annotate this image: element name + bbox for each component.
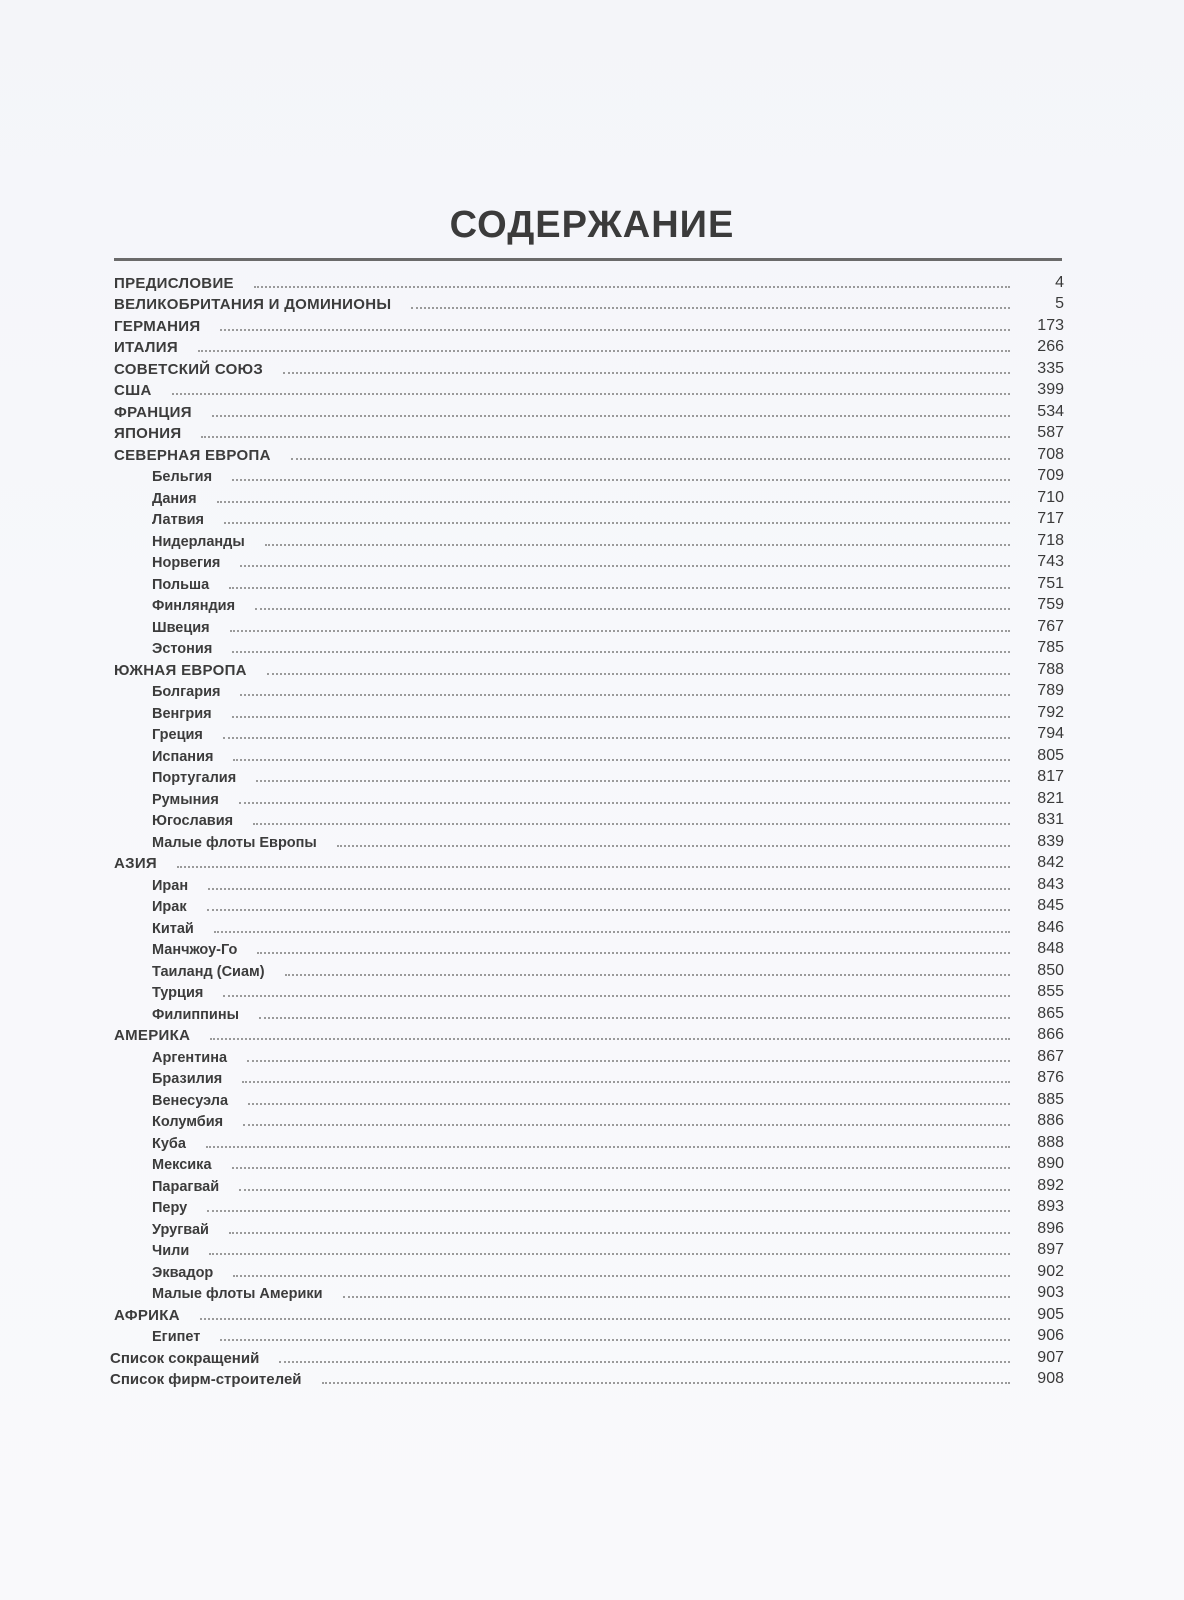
toc-entry-label: Швеция (152, 619, 210, 636)
toc-entry-label: Венесуэла (152, 1092, 229, 1109)
dot-leader (255, 608, 1010, 610)
toc-entry-page-number: 4 (1055, 273, 1064, 291)
toc-entry-label: ГЕРМАНИЯ (114, 317, 201, 335)
toc-entry-label: Парагвай (152, 1178, 220, 1195)
toc-entry-page-number: 5 (1055, 295, 1064, 312)
dot-leader (209, 1253, 1010, 1255)
toc-entry-page-number: 751 (1037, 574, 1064, 592)
toc-entry-label: ИТАЛИЯ (114, 339, 178, 356)
toc-entry (110, 636, 1066, 658)
toc-entry-page-number: 845 (1037, 897, 1064, 914)
toc-entry-page-number: 890 (1037, 1155, 1064, 1172)
toc-entry-label: Ирак (152, 899, 187, 915)
toc-entry-page-number: 906 (1037, 1327, 1064, 1344)
toc-entry-label: Турция (152, 985, 204, 1001)
toc-entry-page-number: 876 (1037, 1069, 1064, 1086)
toc-entry-page-number: 855 (1037, 983, 1064, 1000)
toc-entry-page-number: 892 (1037, 1176, 1064, 1194)
dot-leader (265, 544, 1010, 546)
dot-leader (232, 1167, 1010, 1169)
dot-leader (212, 415, 1010, 417)
toc-entry-label: Малые флоты Европы (152, 834, 317, 851)
toc-entry-label: Чили (152, 1243, 190, 1259)
dot-leader (233, 1275, 1010, 1277)
toc-entry (110, 571, 1066, 593)
toc-entry (110, 313, 1066, 335)
toc-entry-page-number: 789 (1037, 682, 1064, 699)
toc-entry (110, 378, 1066, 400)
toc-entry-page-number: 839 (1037, 832, 1064, 850)
toc-entry-page-number: 865 (1037, 1004, 1064, 1022)
dot-leader (223, 737, 1010, 739)
toc-entry (110, 980, 1066, 1002)
toc-entry-label: Список фирм-строителей (110, 1371, 302, 1388)
dot-leader (267, 673, 1010, 675)
toc-entry-page-number: 817 (1037, 768, 1064, 785)
table-of-contents (110, 270, 1066, 1388)
toc-entry (110, 593, 1066, 615)
toc-entry (110, 958, 1066, 980)
toc-entry-label: Иран (152, 877, 189, 894)
dot-leader (239, 1189, 1010, 1191)
toc-entry-label: Китай (152, 920, 194, 937)
dot-leader (201, 436, 1010, 438)
dot-leader (240, 694, 1010, 696)
dot-leader (411, 307, 1010, 309)
toc-entry (110, 1367, 1066, 1389)
dot-leader (291, 458, 1010, 460)
toc-entry-page-number: 767 (1037, 617, 1064, 635)
dot-leader (247, 1060, 1010, 1062)
toc-entry-page-number: 534 (1037, 402, 1064, 420)
toc-entry (110, 657, 1066, 679)
toc-entry-label: Дания (152, 490, 197, 507)
toc-entry (110, 1195, 1066, 1217)
dot-leader (229, 1232, 1010, 1234)
toc-entry (110, 1324, 1066, 1346)
toc-entry (110, 1216, 1066, 1238)
toc-entry (110, 851, 1066, 873)
toc-entry-page-number: 717 (1037, 510, 1064, 527)
dot-leader (337, 845, 1010, 847)
toc-entry-page-number: 266 (1037, 338, 1064, 355)
dot-leader (198, 350, 1010, 352)
toc-entry (110, 1001, 1066, 1023)
toc-entry (110, 292, 1066, 314)
toc-entry-page-number: 843 (1037, 875, 1064, 893)
toc-entry (110, 1345, 1066, 1367)
toc-entry-label: Уругвай (152, 1221, 209, 1238)
toc-entry (110, 1109, 1066, 1131)
toc-entry (110, 1023, 1066, 1045)
toc-entry-page-number: 709 (1037, 467, 1064, 484)
toc-entry-page-number: 897 (1037, 1241, 1064, 1258)
dot-leader (343, 1296, 1010, 1298)
toc-entry (110, 722, 1066, 744)
toc-entry-page-number: 908 (1037, 1370, 1064, 1387)
toc-entry (110, 1238, 1066, 1260)
dot-leader (217, 501, 1010, 503)
toc-entry (110, 399, 1066, 421)
dot-leader (283, 372, 1010, 374)
toc-entry-label: Египет (152, 1329, 201, 1345)
dot-leader (210, 1038, 1010, 1040)
dot-leader (206, 1146, 1010, 1148)
toc-entry (110, 700, 1066, 722)
toc-entry-page-number: 794 (1037, 725, 1064, 742)
toc-entry (110, 528, 1066, 550)
toc-entry (110, 1152, 1066, 1174)
toc-entry (110, 1066, 1066, 1088)
dot-leader (177, 866, 1010, 868)
toc-entry (110, 1173, 1066, 1195)
toc-entry-label: Латвия (152, 512, 204, 528)
toc-entry (110, 507, 1066, 529)
dot-leader (248, 1103, 1010, 1105)
page-title: СОДЕРЖАНИЕ (449, 204, 735, 246)
toc-entry-label: Болгария (152, 684, 221, 700)
toc-entry-page-number: 896 (1037, 1219, 1064, 1237)
toc-entry-label: Нидерланды (152, 533, 245, 550)
toc-entry-page-number: 888 (1037, 1133, 1064, 1151)
toc-entry-label: Таиланд (Сиам) (152, 963, 265, 980)
dot-leader (223, 995, 1010, 997)
dot-leader (239, 802, 1010, 804)
toc-entry-label: Греция (152, 727, 203, 743)
toc-entry-label: АФРИКА (114, 1306, 180, 1324)
dot-leader (207, 1210, 1010, 1212)
dot-leader (229, 587, 1010, 589)
toc-entry-page-number: 335 (1037, 359, 1064, 377)
toc-entry-label: Список сокращений (110, 1349, 260, 1367)
toc-entry-label: Финляндия (152, 598, 236, 614)
toc-entry-label: СОВЕТСКИЙ СОЮЗ (114, 360, 264, 378)
toc-entry (110, 786, 1066, 808)
dot-leader (214, 931, 1010, 933)
toc-entry (110, 1281, 1066, 1303)
toc-entry (110, 1302, 1066, 1324)
dot-leader (230, 630, 1010, 632)
toc-entry-page-number: 866 (1037, 1026, 1064, 1043)
dot-leader (200, 1318, 1010, 1320)
toc-entry (110, 829, 1066, 851)
toc-entry-label: СЕВЕРНАЯ ЕВРОПА (114, 446, 271, 464)
toc-entry (110, 915, 1066, 937)
dot-leader (233, 759, 1010, 761)
toc-entry-page-number: 885 (1037, 1090, 1064, 1108)
toc-entry (110, 937, 1066, 959)
toc-entry-label: Эквадор (152, 1264, 214, 1281)
toc-entry-label: ПРЕДИСЛОВИЕ (114, 274, 234, 292)
title-rule (114, 258, 1062, 261)
toc-entry (110, 421, 1066, 443)
toc-entry-page-number: 173 (1037, 316, 1064, 334)
toc-entry-label: Румыния (152, 791, 219, 808)
toc-entry-label: Бразилия (152, 1071, 223, 1087)
toc-entry-page-number: 792 (1037, 703, 1064, 721)
dot-leader (256, 780, 1010, 782)
toc-entry (110, 356, 1066, 378)
toc-entry (110, 442, 1066, 464)
dot-leader (253, 823, 1010, 825)
dot-leader (224, 522, 1010, 524)
toc-entry-page-number: 902 (1037, 1262, 1064, 1280)
toc-entry-page-number: 893 (1037, 1198, 1064, 1215)
toc-entry-label: Манчжоу-Го (152, 942, 238, 958)
toc-entry-label: Мексика (152, 1157, 212, 1173)
toc-entry-label: Малые флоты Америки (152, 1286, 323, 1302)
toc-entry-label: ЯПОНИЯ (114, 425, 182, 442)
toc-entry-page-number: 831 (1037, 811, 1064, 828)
dot-leader (259, 1017, 1010, 1019)
toc-entry (110, 872, 1066, 894)
dot-leader (232, 479, 1010, 481)
toc-entry-label: АМЕРИКА (114, 1027, 191, 1044)
toc-entry-page-number: 718 (1037, 531, 1064, 549)
dot-leader (257, 952, 1010, 954)
toc-entry-page-number: 788 (1037, 660, 1064, 678)
toc-entry-page-number: 867 (1037, 1047, 1064, 1065)
toc-entry (110, 464, 1066, 486)
toc-entry-page-number: 846 (1037, 918, 1064, 936)
toc-entry (110, 765, 1066, 787)
toc-entry (110, 808, 1066, 830)
dot-leader (232, 651, 1010, 653)
toc-entry-label: Аргентина (152, 1049, 228, 1066)
dot-leader (232, 716, 1010, 718)
toc-entry-page-number: 905 (1037, 1305, 1064, 1323)
toc-entry-label: ЮЖНАЯ ЕВРОПА (114, 661, 247, 679)
toc-entry-page-number: 587 (1037, 424, 1064, 441)
toc-entry-label: АЗИЯ (114, 855, 157, 872)
toc-entry-page-number: 759 (1037, 596, 1064, 613)
toc-entry (110, 894, 1066, 916)
dot-leader (220, 1339, 1010, 1341)
toc-entry-page-number: 886 (1037, 1112, 1064, 1129)
dot-leader (240, 565, 1010, 567)
toc-entry-page-number: 399 (1037, 381, 1064, 398)
toc-entry-page-number: 903 (1037, 1284, 1064, 1301)
dot-leader (279, 1361, 1010, 1363)
toc-entry-label: ВЕЛИКОБРИТАНИЯ И ДОМИНИОНЫ (114, 296, 392, 313)
toc-entry (110, 1130, 1066, 1152)
toc-entry-label: Филиппины (152, 1006, 239, 1023)
toc-entry-page-number: 708 (1037, 445, 1064, 463)
toc-entry (110, 614, 1066, 636)
dot-leader (322, 1382, 1010, 1384)
dot-leader (220, 329, 1010, 331)
toc-entry-label: США (114, 382, 152, 399)
toc-entry-label: Колумбия (152, 1114, 224, 1130)
toc-entry (110, 1087, 1066, 1109)
toc-entry-page-number: 848 (1037, 940, 1064, 957)
toc-entry-label: Польша (152, 576, 210, 593)
toc-entry (110, 270, 1066, 292)
toc-entry (110, 1259, 1066, 1281)
toc-entry (110, 550, 1066, 572)
toc-entry (110, 743, 1066, 765)
toc-entry-label: Португалия (152, 770, 237, 786)
toc-entry-label: ФРАНЦИЯ (114, 403, 192, 421)
dot-leader (243, 1124, 1010, 1126)
dot-leader (242, 1081, 1010, 1083)
dot-leader (254, 286, 1010, 288)
toc-entry-label: Югославия (152, 813, 234, 829)
toc-entry-label: Бельгия (152, 469, 213, 485)
toc-entry-label: Перу (152, 1200, 188, 1216)
toc-entry (110, 1044, 1066, 1066)
toc-entry-page-number: 710 (1037, 488, 1064, 506)
toc-entry-label: Норвегия (152, 555, 221, 571)
toc-entry-page-number: 842 (1037, 854, 1064, 871)
toc-entry-page-number: 907 (1037, 1348, 1064, 1366)
dot-leader (208, 888, 1010, 890)
toc-entry (110, 485, 1066, 507)
toc-entry-label: Испания (152, 748, 214, 765)
toc-entry (110, 679, 1066, 701)
dot-leader (207, 909, 1010, 911)
toc-entry-page-number: 821 (1037, 789, 1064, 807)
dot-leader (172, 393, 1010, 395)
toc-entry-page-number: 743 (1037, 553, 1064, 570)
dot-leader (285, 974, 1010, 976)
toc-entry-label: Куба (152, 1135, 186, 1152)
toc-entry (110, 335, 1066, 357)
toc-entry-label: Венгрия (152, 705, 212, 722)
toc-entry-label: Эстония (152, 641, 213, 657)
toc-entry-page-number: 850 (1037, 961, 1064, 979)
toc-entry-page-number: 785 (1037, 639, 1064, 656)
toc-entry-page-number: 805 (1037, 746, 1064, 764)
